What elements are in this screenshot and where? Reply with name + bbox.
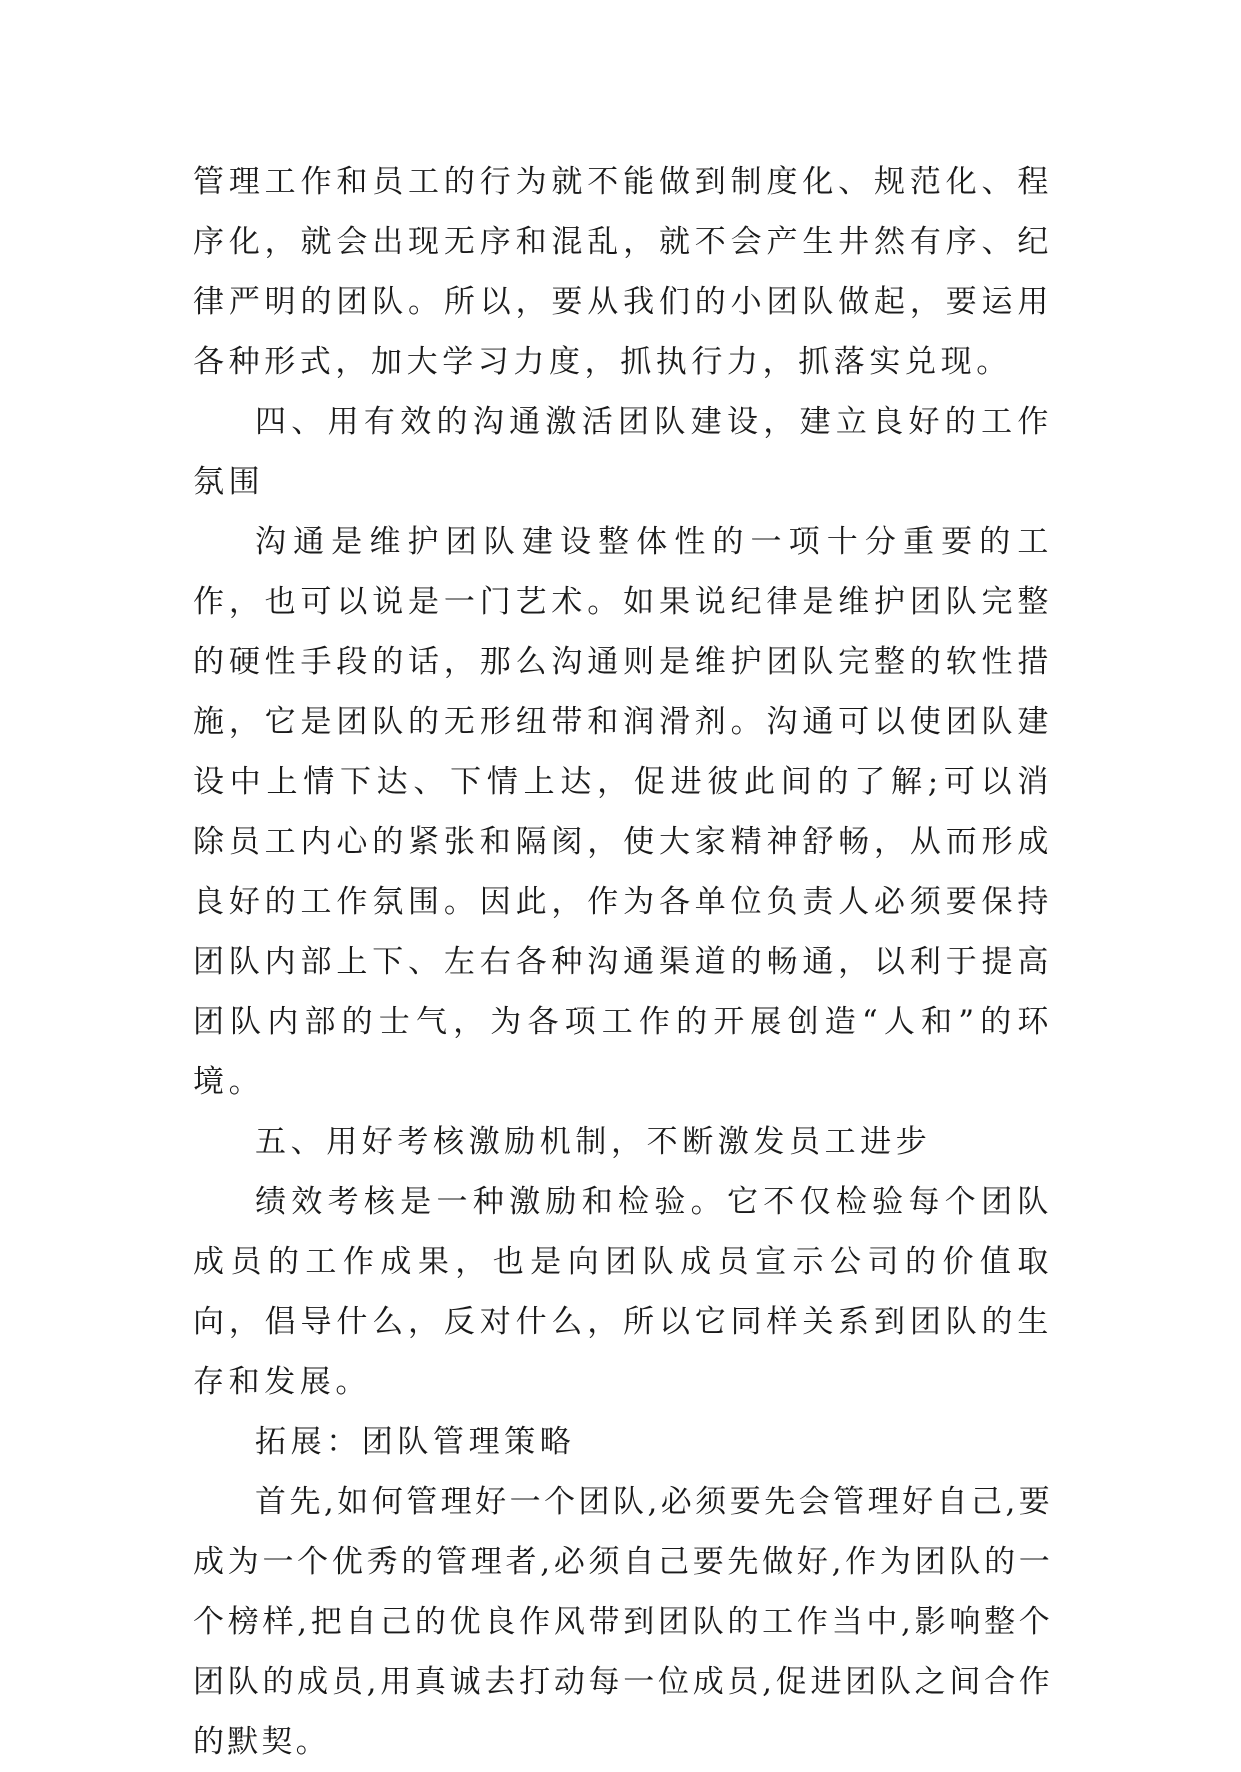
paragraph-continued: 管理工作和员工的行为就不能做到制度化、规范化、程序化，就会出现无序和混乱，就不会产生井然有序、纪律严明的团队。所以，要从我们的小团队做起，要运用各种形式，加大学习力度，抓执行力，抓落实兑现。 <box>193 164 1053 380</box>
section-heading-four: 四、用有效的沟通激活团队建设，建立良好的工作氛围 <box>193 404 1053 500</box>
paragraph-assessment: 绩效考核是一种激励和检验。它不仅检验每个团队成员的工作成果，也是向团队成员宣示公司的价值取向，倡导什么，反对什么，所以它同样关系到团队的生存和发展。 <box>193 1184 1053 1400</box>
paragraph-communication: 沟通是维护团队建设整体性的一项十分重要的工作，也可以说是一门艺术。如果说纪律是维护团队完整的硬性手段的话，那么沟通则是维护团队完整的软性措施，它是团队的无形纽带和润滑剂。沟通可以使团队建设中上情下达、下情上达，促进彼此间的了解;可以消除员工内心的紧张和隔阂，使大家精神舒畅，从而形成良好的工作氛围。因此，作为各单位负责人必须要保持团队内部上下、左右各种沟通渠道的畅通，以利于提高团队内部的士气，为各项工作的开展创造“人和”的环境。 <box>193 524 1053 1100</box>
paragraph-strategy: 首先,如何管理好一个团队,必须要先会管理好自己,要成为一个优秀的管理者,必须自己要先做好,作为团队的一个榜样,把自己的优良作风带到团队的工作当中,影响整个团队的成员,用真诚去打动每一位成员,促进团队之间合作的默契。 <box>193 1484 1053 1760</box>
section-heading-extension: 拓展：团队管理策略 <box>255 1424 576 1460</box>
section-heading-five: 五、用好考核激励机制，不断激发员工进步 <box>255 1124 932 1160</box>
document-page <box>193 152 1053 1772</box>
